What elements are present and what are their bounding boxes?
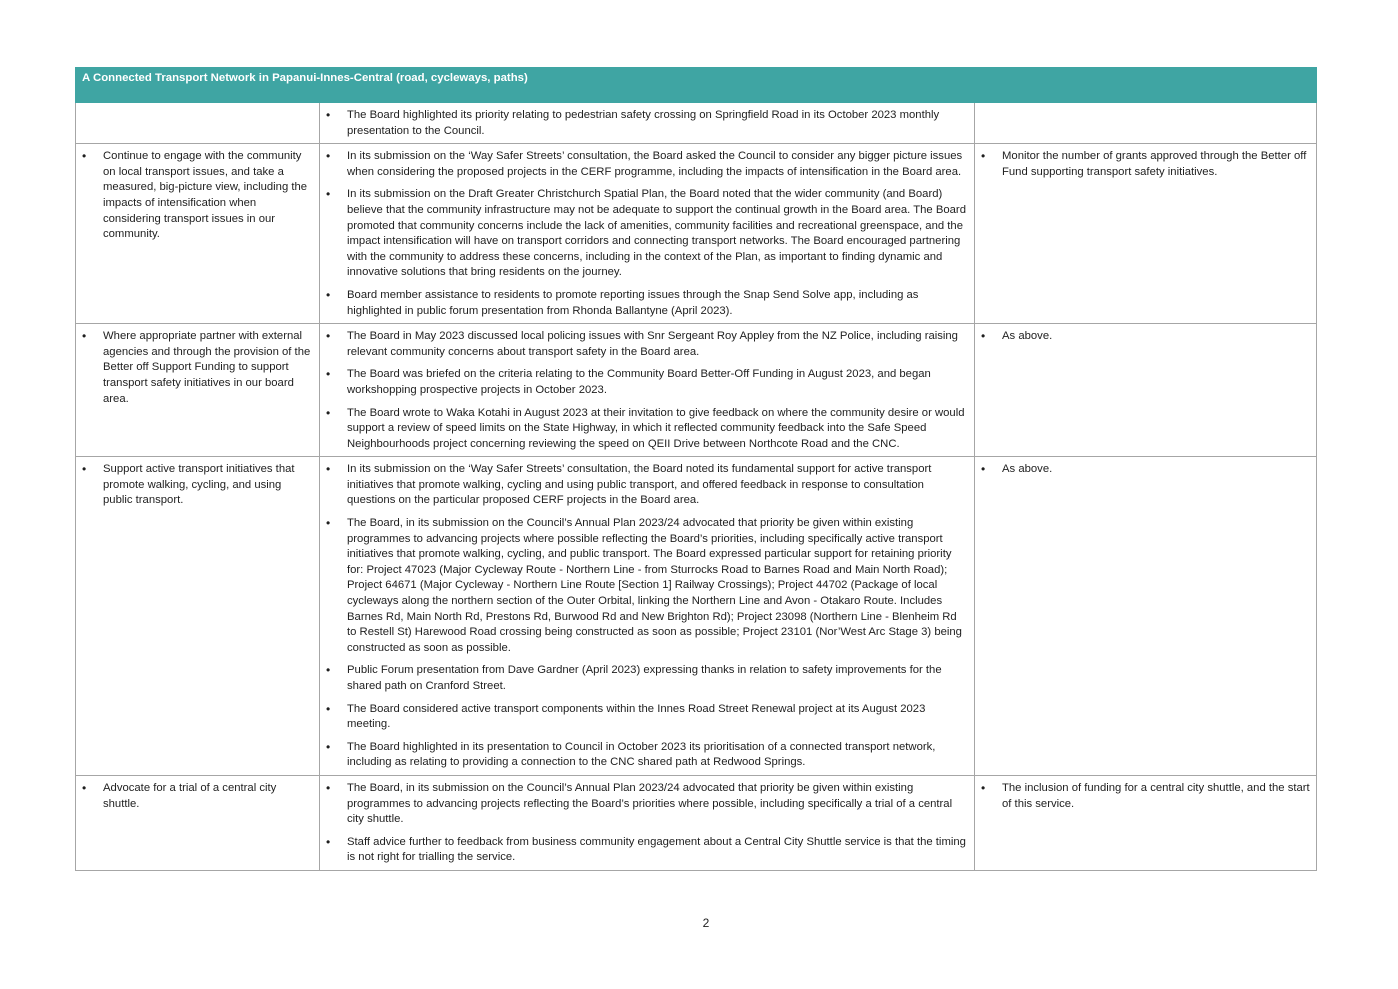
actions-cell: [320, 144, 975, 324]
bullet-item: • The Board highlighted in its presentation to Council in October 2023 its prioritisation of a connected transport network, including as relating to providing a connection to the CNC shared path at Redwood Springs.: [324, 740, 968, 771]
transport-priorities-table: [75, 67, 1317, 871]
measures-cell: [975, 103, 1317, 144]
bullet-item: • Continue to engage with the community on local transport issues, and take a measured, big-picture view, including the impacts of intensification when considering transport issues in our community.: [80, 149, 313, 243]
table-body: [76, 103, 1317, 871]
bullet-list: [324, 462, 968, 771]
bullet-item: • In its submission on the Draft Greater Christchurch Spatial Plan, the Board noted that the wider community (and Board) believe that the community infrastructure may not be adequate to support the continual growth in the Board area. The Board promoted that community concerns include the lack of amenities, community facilities and recreational greenspace, and the impact intensification will have on transport corridors and connecting transport networks. The Board encouraged partnering with the community to address these concerns, including in the context of the Plan, as important to finding dynamic and innovative solutions that bring residents on the journey.: [324, 187, 968, 281]
table-row: [76, 144, 1317, 324]
bullet-item: • The Board highlighted its priority relating to pedestrian safety crossing on Springfield Road in its October 2023 monthly presentation to the Council.: [324, 108, 968, 139]
actions-cell: [320, 457, 975, 776]
measures-cell: [975, 775, 1317, 870]
bullet-item: • In its submission on the ‘Way Safer Streets’ consultation, the Board asked the Council to consider any bigger picture issues when considering the proposed projects in the CERF programme, including the impacts of intensification in the Board area.: [324, 149, 968, 180]
priority-cell: [76, 144, 320, 324]
table-row: [76, 775, 1317, 870]
measures-cell: [975, 144, 1317, 324]
bullet-list: [80, 781, 313, 812]
bullet-list: [979, 781, 1310, 812]
bullet-item: • Advocate for a trial of a central city shuttle.: [80, 781, 313, 812]
bullet-item: • The Board wrote to Waka Kotahi in August 2023 at their invitation to give feedback on where the community desire or would support a review of speed limits on the State Highway, in which it reflected community feedback into the Safe Speed Neighbourhoods project concerning reviewing the speed on QEII Drive between Northcote Road and the CNC.: [324, 406, 968, 453]
measures-cell: [975, 457, 1317, 776]
bullet-list: [324, 108, 968, 139]
priority-cell: [76, 775, 320, 870]
bullet-item: • Monitor the number of grants approved through the Better off Fund supporting transport safety initiatives.: [979, 149, 1310, 180]
bullet-item: • Public Forum presentation from Dave Gardner (April 2023) expressing thanks in relation to safety improvements for the shared path on Cranford Street.: [324, 663, 968, 694]
bullet-item: • Where appropriate partner with external agencies and through the provision of the Better off Support Funding to support transport safety initiatives in our board area.: [80, 329, 313, 407]
bullet-list: [979, 149, 1310, 180]
bullet-item: • Staff advice further to feedback from business community engagement about a Central City Shuttle service is that the timing is not right for trialling the service.: [324, 835, 968, 866]
measures-cell: [975, 324, 1317, 457]
bullet-list: [80, 329, 313, 407]
priority-cell: [76, 324, 320, 457]
bullet-list: [324, 781, 968, 866]
document-page: [75, 67, 1316, 871]
table-row: [76, 103, 1317, 144]
priority-cell: [76, 103, 320, 144]
bullet-list: [324, 149, 968, 319]
bullet-item: • As above.: [979, 462, 1310, 478]
table-row: [76, 457, 1317, 776]
bullet-item: • The Board, in its submission on the Council’s Annual Plan 2023/24 advocated that priority be given within existing programmes to advancing projects reflecting the Board’s priorities where possible, including specifically a trial of a central city shuttle.: [324, 781, 968, 828]
actions-cell: [320, 324, 975, 457]
bullet-item: • Board member assistance to residents to promote reporting issues through the Snap Send Solve app, including as highlighted in public forum presentation from Rhonda Ballantyne (April 2023).: [324, 288, 968, 319]
table-header: A Connected Transport Network in Papanui-Innes-Central (road, cycleways, paths): [76, 68, 1317, 103]
bullet-item: • In its submission on the ‘Way Safer Streets’ consultation, the Board noted its fundamental support for active transport initiatives that promote walking, cycling and using public transport, and offered feedback in response to consultation questions on the particular proposed CERF projects in the Board area.: [324, 462, 968, 509]
bullet-item: • The inclusion of funding for a central city shuttle, and the start of this service.: [979, 781, 1310, 812]
bullet-item: • The Board considered active transport components within the Innes Road Street Renewal project at its August 2023 meeting.: [324, 702, 968, 733]
bullet-list: [979, 462, 1310, 478]
page-number: 2: [702, 916, 710, 930]
bullet-list: [979, 329, 1310, 345]
priority-cell: [76, 457, 320, 776]
bullet-item: • The Board was briefed on the criteria relating to the Community Board Better-Off Funding in August 2023, and began workshopping prospective projects in October 2023.: [324, 367, 968, 398]
bullet-list: [324, 329, 968, 452]
bullet-list: [80, 462, 313, 509]
actions-cell: [320, 103, 975, 144]
actions-cell: [320, 775, 975, 870]
table-row: [76, 324, 1317, 457]
bullet-item: • The Board in May 2023 discussed local policing issues with Snr Sergeant Roy Appley from the NZ Police, including raising relevant community concerns about transport safety in the Board area.: [324, 329, 968, 360]
bullet-item: • As above.: [979, 329, 1310, 345]
bullet-list: [80, 149, 313, 243]
bullet-item: • Support active transport initiatives that promote walking, cycling, and using public transport.: [80, 462, 313, 509]
bullet-item: • The Board, in its submission on the Council’s Annual Plan 2023/24 advocated that priority be given within existing programmes to advancing projects where possible reflecting the Board’s priorities, including specifically active transport initiatives that promote walking, cycling, and public transport. The Board expressed particular support for retaining priority for: Project 47023 (Major Cycleway Route - Northern Line - from Sturrocks Road to Barnes Road and Main North Road); Project 64671 (Major Cycleway - Northern Line Route [Section 1] Railway Crossings); Project 44702 (Package of local cycleways along the northern section of the Outer Orbital, linking the Northern Line and Avon - Otakaro Route. Includes Barnes Rd, Main North Rd, Prestons Rd, Burwood Rd and New Brighton Rd); Project 23098 (Northern Line - Blenheim Rd to Restell St) Harewood Road crossing being constructed as soon as possible; Project 23101 (Nor’West Arc Stage 3) being constructed as soon as possible.: [324, 516, 968, 656]
